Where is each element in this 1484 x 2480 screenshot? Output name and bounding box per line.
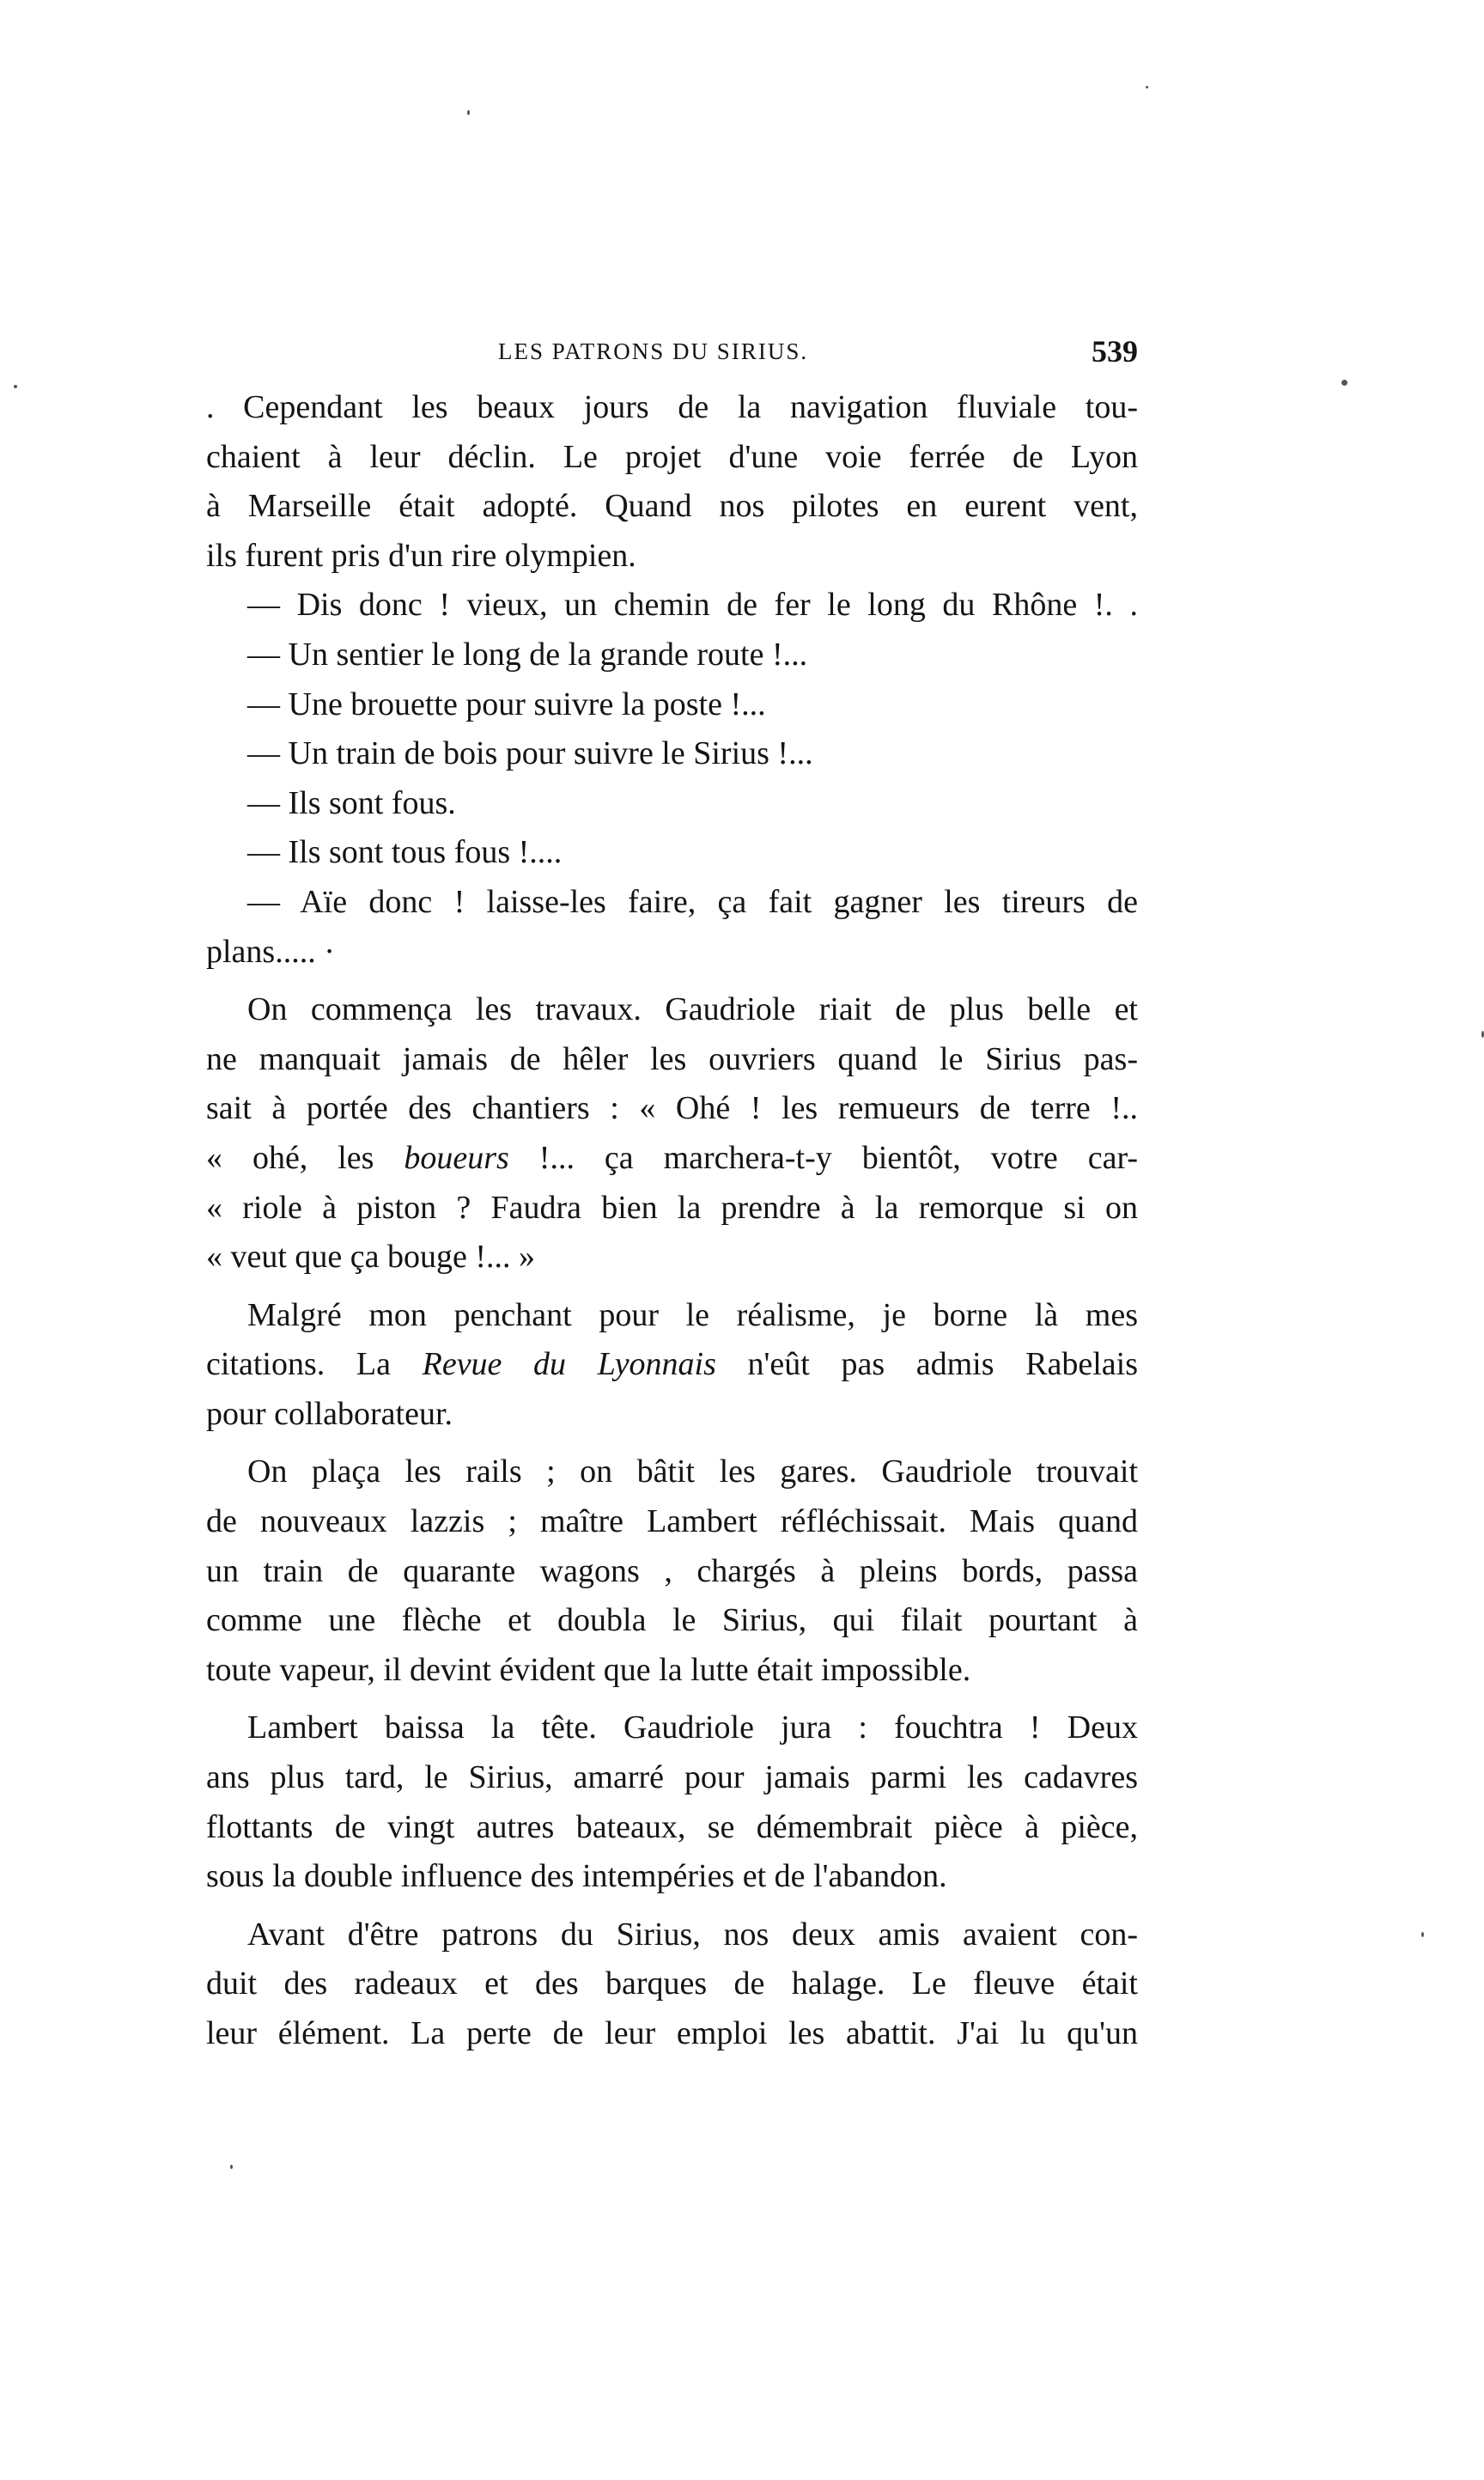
text-line: de nouveaux lazzis ; maître Lambert réfléchissait. Mais quand xyxy=(206,1503,1138,1540)
text-line: Lambert baissa la tête. Gaudriole jura : fouchtra ! Deux xyxy=(247,1709,1138,1746)
page-number: 539 xyxy=(1092,334,1138,369)
text-line: Avant d'être patrons du Sirius, nos deux amis avaient con- xyxy=(247,1916,1138,1953)
text-segment: « ohé, les xyxy=(206,1139,404,1176)
text-line: Malgré mon penchant pour le réalisme, je borne là mes xyxy=(247,1296,1138,1333)
text-line xyxy=(206,1134,1138,1184)
text-line: sous la double influence des intempéries et de l'abandon. xyxy=(206,1858,947,1895)
text-line: plans..... · xyxy=(206,933,335,970)
dialogue-line: — Ils sont tous fous !.... xyxy=(247,834,563,871)
text-line: ils furent pris d'un rire olympien. xyxy=(206,537,636,574)
text-line: . Cependant les beaux jours de la navigation fluviale tou- xyxy=(206,389,1138,425)
body-text xyxy=(206,383,1138,2059)
scan-speck xyxy=(1421,1932,1424,1937)
text-line: On commença les travaux. Gaudriole riait de plus belle et xyxy=(247,991,1138,1028)
dialogue-line: — Une brouette pour suivre la poste !... xyxy=(247,686,766,722)
text-line: duit des radeaux et des barques de halage. Le fleuve était xyxy=(206,1965,1138,2002)
scan-speck xyxy=(230,2165,233,2169)
scan-speck xyxy=(1146,86,1148,88)
text-line xyxy=(206,1340,1138,1390)
text-line: On plaça les rails ; on bâtit les gares. Gaudriole trouvait xyxy=(247,1453,1138,1490)
text-line: sait à portée des chantiers : « Ohé ! les remueurs de terre !.. xyxy=(206,1090,1138,1127)
text-line: à Marseille était adopté. Quand nos pilotes en eurent vent, xyxy=(206,488,1138,525)
text-line: pour collaborateur. xyxy=(206,1395,453,1432)
text-line: « veut que ça bouge !... » xyxy=(206,1239,536,1276)
text-segment: !... ça marchera-t-y bientôt, votre car- xyxy=(508,1139,1138,1176)
text-line: ne manquait jamais de hêler les ouvriers quand le Sirius pas- xyxy=(206,1040,1138,1077)
text-segment: citations. La xyxy=(206,1346,423,1383)
italic-word: boueurs xyxy=(404,1139,509,1176)
dialogue-line: — Un sentier le long de la grande route !... xyxy=(247,636,808,673)
dialogue-line: — Aïe donc ! laisse-les faire, ça fait gagner les tireurs de xyxy=(247,883,1138,920)
running-title: LES PATRONS DU SIRIUS. xyxy=(498,338,809,364)
dialogue-line: — Dis donc ! vieux, un chemin de fer le long du Rhône !. . xyxy=(247,587,1138,624)
text-line: un train de quarante wagons , chargés à pleins bords, passa xyxy=(206,1552,1138,1589)
italic-title: Revue du Lyonnais xyxy=(422,1346,716,1383)
text-segment: n'eût pas admis Rabelais xyxy=(715,1346,1138,1383)
text-line: chaient à leur déclin. Le projet d'une voie ferrée de Lyon xyxy=(206,438,1138,475)
text-line: toute vapeur, il devint évident que la lutte était impossible. xyxy=(206,1651,971,1688)
dialogue-line: — Un train de bois pour suivre le Sirius !... xyxy=(247,735,813,772)
text-line: « riole à piston ? Faudra bien la prendre à la remorque si on xyxy=(206,1189,1138,1226)
text-line: comme une flèche et doubla le Sirius, qui filait pourtant à xyxy=(206,1602,1138,1639)
scan-speck xyxy=(14,385,17,388)
text-line: leur élément. La perte de leur emploi les abattit. J'ai lu qu'un xyxy=(206,2015,1138,2051)
scan-speck xyxy=(467,110,470,115)
text-line: flottants de vingt autres bateaux, se démembrait pièce à pièce, xyxy=(206,1808,1138,1845)
text-line: ans plus tard, le Sirius, amarré pour jamais parmi les cadavres xyxy=(206,1759,1138,1796)
dialogue-line: — Ils sont fous. xyxy=(247,784,456,821)
page-header xyxy=(206,333,1138,376)
scan-speck xyxy=(1341,380,1347,386)
